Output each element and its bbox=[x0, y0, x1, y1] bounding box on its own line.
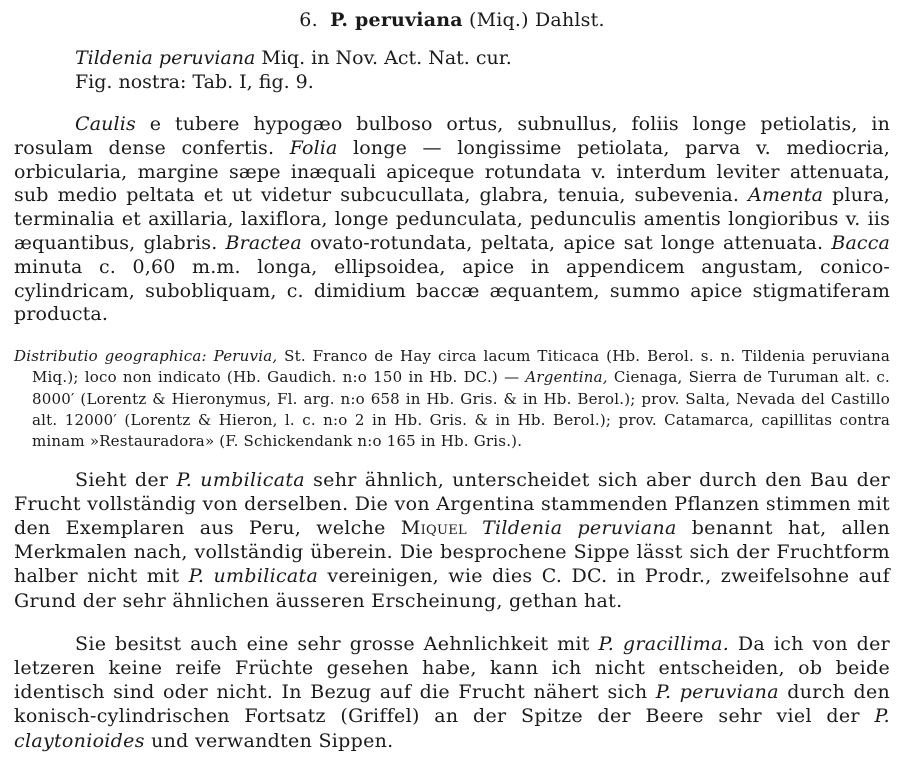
page bbox=[14, 0, 890, 772]
distribution-region-argentina: Argentina, bbox=[525, 368, 608, 387]
amenta-term: Amenta bbox=[748, 184, 824, 207]
bractea-term: Bractea bbox=[225, 231, 302, 254]
comment1-taxon-2: Tildenia peruviana bbox=[482, 517, 677, 540]
comment1-text-2: sehr ähnlich, unterscheidet sich aber durch den Bau der Frucht vollständig von derselben. Die von Argentina stammenden Pflanzen stimmen mit den Exemplaren aus Peru, welche bbox=[14, 468, 890, 540]
bacca-text: minuta c. 0,60 m.m. longa, ellipsoidea, apice in appendicem angustam, conico-cylindricam, subobliquam, c. dimidium baccæ æquantem, summo apice stigmatiferam producta. bbox=[14, 255, 890, 326]
bacca-term: Bacca bbox=[831, 231, 890, 254]
synonym-block bbox=[14, 46, 890, 94]
synonym-citation: Miq. in Nov. Act. Nat. cur. bbox=[261, 47, 512, 69]
german-comment-1 bbox=[14, 468, 890, 613]
folia-term: Folia bbox=[289, 136, 338, 159]
species-authority: (Miq.) Dahlst. bbox=[469, 9, 605, 31]
comment1-text-1: Sieht der bbox=[75, 468, 169, 491]
comment1-taxon-3: P. umbilicata bbox=[188, 565, 319, 588]
species-number: 6. bbox=[299, 9, 318, 31]
comment2-taxon-1: P. gracillima. bbox=[598, 632, 730, 655]
comment1-author: Miquel bbox=[400, 517, 467, 540]
latin-description bbox=[14, 113, 890, 327]
figure-reference: Fig. nostra: Tab. I, fig. 9. bbox=[75, 71, 314, 93]
distribution-region-peruvia: Peruvia, bbox=[213, 347, 278, 366]
species-heading bbox=[14, 6, 890, 34]
synonym-line bbox=[75, 46, 890, 70]
comment1-text-4: vereinigen, wie dies C. DC. in Prodr., zweifelsohne auf Grund der sehr ähnlichen äusseren Erscheinung, gethan hat. bbox=[14, 565, 891, 612]
caulis-term: Caulis bbox=[75, 113, 136, 135]
amenta-text: plura, terminalia et axillaria, laxiflora, longe pedunculata, pedunculis amentis longioribus v. iis æquantibus, glabris. bbox=[14, 184, 890, 254]
distribution-text-argentina: Cienaga, Sierra de Turuman alt. c. 8000′ (Lorentz & Hieronymus, Fl. arg. n:o 658 in Hb. Gris. & in Hb. Berol.); prov. Salta, Nevada del Castillo alt. 12000′ (Lorentz & Hieron, l. c. n:o 2 in Hb. Gris. & in Hb. Berol.); prov. Catamarca, capillitas contra minam »Restauradora» (F. Schickendank n:o 165 in Hb. Gris.). bbox=[32, 368, 890, 451]
comment2-taxon-3: P. claytonioides bbox=[14, 705, 891, 752]
comment2-text-3: durch den konisch-cylindrischen Fortsatz (Griffel) an der Spitze der Beere sehr viel der bbox=[14, 681, 891, 728]
species-name: P. peruviana bbox=[330, 9, 463, 31]
synonym-name: Tildenia peruviana bbox=[75, 47, 256, 69]
comment2-taxon-2: P. peruviana bbox=[655, 681, 779, 704]
distribution-text-peruvia: St. Franco de Hay circa lacum Titicaca (Hb. Berol. s. n. Tildenia peruviana Miq.); loco non indicato (Hb. Gaudich. n:o 150 in Hb. DC.) — bbox=[32, 347, 891, 387]
comment1-taxon-1: P. umbilicata bbox=[176, 468, 305, 491]
comment1-text-3: benannt hat, allen Merkmalen nach, vollständig überein. Die besprochene Sippe lässt sich der Fruchtform halber nicht mit bbox=[14, 517, 890, 588]
caulis-text: e tubere hypogæo bulboso ortus, subnullus, foliis longe petiolatis, in rosulam dense confertis. bbox=[14, 113, 890, 159]
comment2-text-2: Da ich von der letzeren keine reife Früchte gesehen habe, kann ich nicht entscheiden, ob beide identisch sind oder nicht. In Bezug auf die Frucht nähert sich bbox=[14, 632, 890, 704]
bractea-text: ovato-rotundata, peltata, apice sat longe attenuata. bbox=[309, 231, 824, 254]
comment2-text-4: und verwandten Sippen. bbox=[151, 729, 394, 752]
folia-text: longe — longissime petiolata, parva v. mediocria, orbicularia, margine sæpe inæquali apiceque rotundata v. interdum leviter attenuata, sub medio peltata et ut videtur subcucullata, glabra, tenuia, subevenia. bbox=[14, 136, 890, 207]
distribution-label: Distributio geographica: bbox=[14, 347, 207, 366]
german-comment-2 bbox=[14, 632, 890, 753]
distribution-paragraph bbox=[14, 346, 890, 452]
comment2-text-1: Sie besitst auch eine sehr grosse Aehnlichkeit mit bbox=[75, 632, 590, 655]
